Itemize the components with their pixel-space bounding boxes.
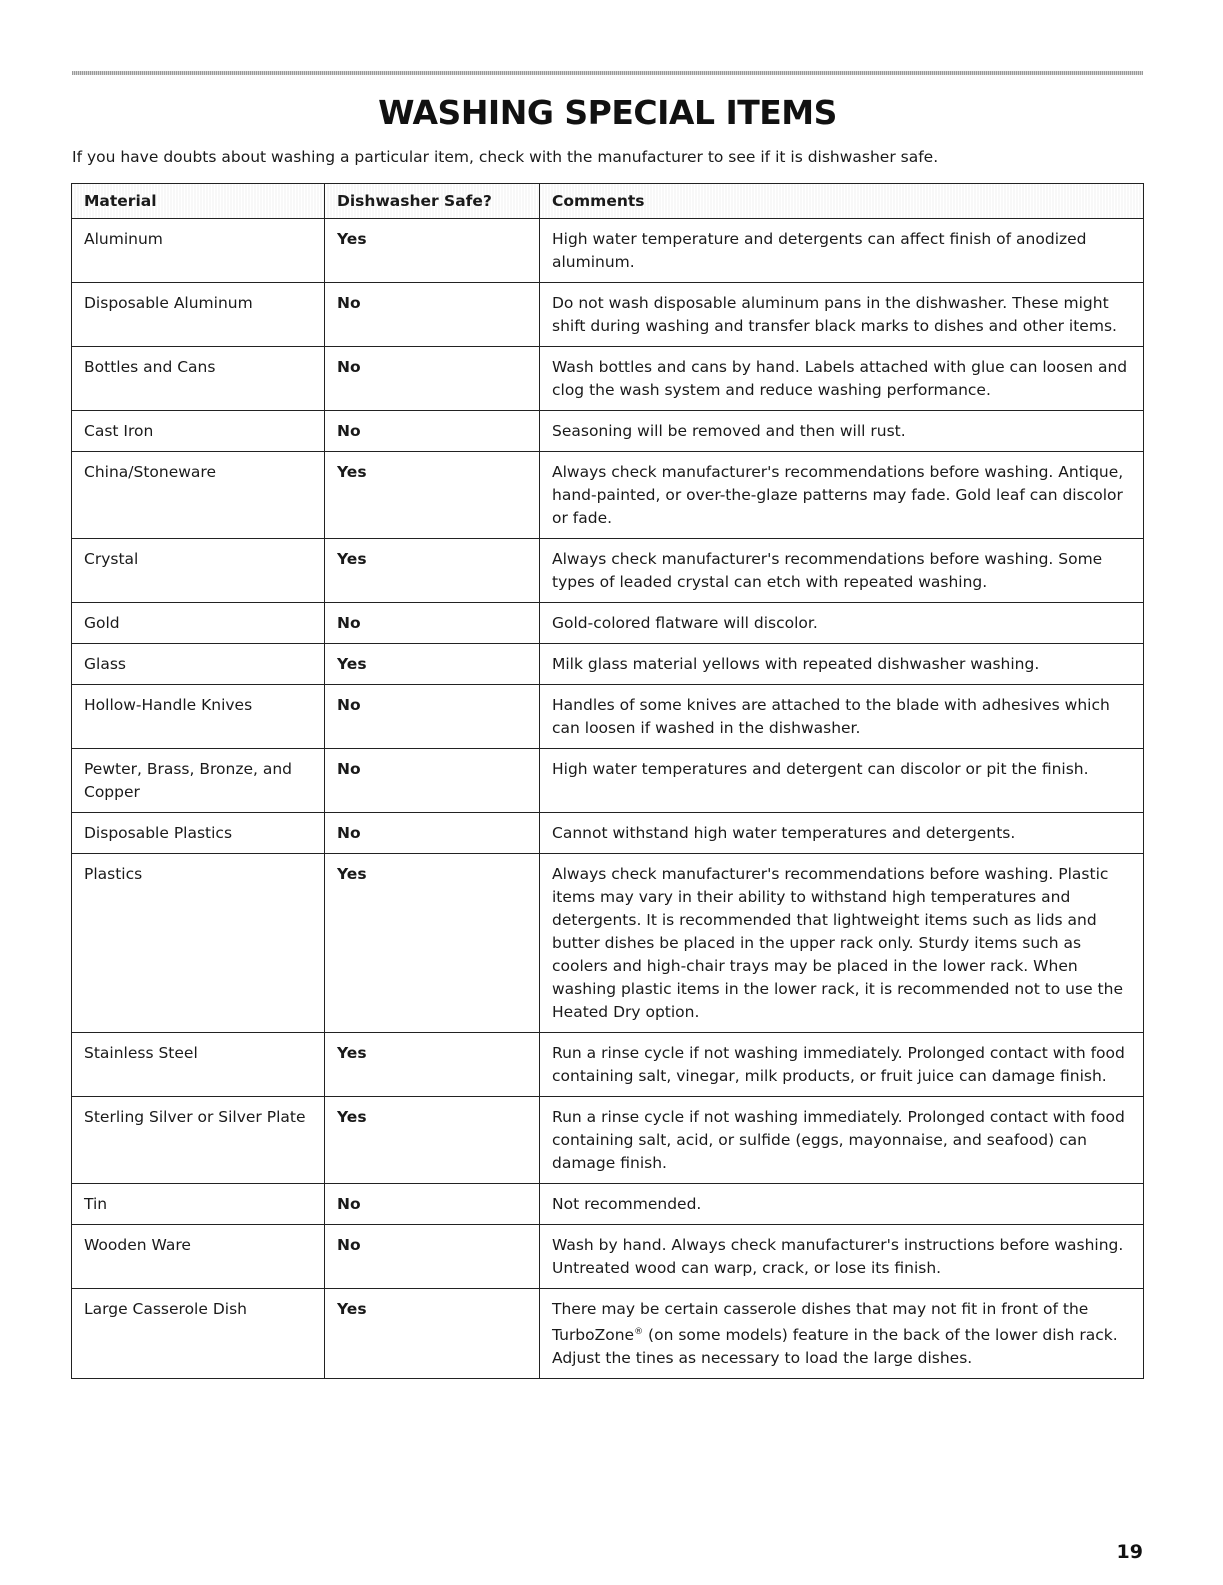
registered-mark: ® bbox=[634, 1327, 644, 1337]
comments-cell: Wash by hand. Always check manufacturer's instructions before washing. Untreated wood can warp, crack, or lose its finish. bbox=[540, 1225, 1144, 1289]
material-cell: China/Stoneware bbox=[72, 452, 325, 539]
table-row bbox=[72, 813, 1144, 854]
safe-cell: Yes bbox=[325, 539, 540, 603]
material-cell: Gold bbox=[72, 603, 325, 644]
table-row bbox=[72, 411, 1144, 452]
safe-cell: No bbox=[325, 1184, 540, 1225]
comments-cell: Run a rinse cycle if not washing immediately. Prolonged contact with food containing salt, vinegar, milk products, or fruit juice can damage finish. bbox=[540, 1033, 1144, 1097]
table-row bbox=[72, 1289, 1144, 1379]
header-comments: Comments bbox=[540, 184, 1144, 219]
material-cell: Sterling Silver or Silver Plate bbox=[72, 1097, 325, 1184]
material-cell: Pewter, Brass, Bronze, and Copper bbox=[72, 749, 325, 813]
table-row bbox=[72, 685, 1144, 749]
comments-cell: Cannot withstand high water temperatures and detergents. bbox=[540, 813, 1144, 854]
comments-text-after: (on some models) feature in the back of the lower dish rack. Adjust the tines as necessary to load the large dishes. bbox=[552, 1326, 1118, 1367]
comments-cell: Always check manufacturer's recommendations before washing. Antique, hand-painted, or over-the-glaze patterns may fade. Gold leaf can discolor or fade. bbox=[540, 452, 1144, 539]
safe-cell: Yes bbox=[325, 452, 540, 539]
safe-cell: No bbox=[325, 283, 540, 347]
table-row bbox=[72, 749, 1144, 813]
special-items-table bbox=[71, 183, 1144, 1379]
comments-cell: High water temperatures and detergent can discolor or pit the finish. bbox=[540, 749, 1144, 813]
comments-cell: Run a rinse cycle if not washing immediately. Prolonged contact with food containing salt, acid, or sulfide (eggs, mayonnaise, and seafood) can damage finish. bbox=[540, 1097, 1144, 1184]
safe-cell: Yes bbox=[325, 644, 540, 685]
table-row bbox=[72, 452, 1144, 539]
comments-cell: Gold-colored flatware will discolor. bbox=[540, 603, 1144, 644]
material-cell: Hollow-Handle Knives bbox=[72, 685, 325, 749]
material-cell: Stainless Steel bbox=[72, 1033, 325, 1097]
comments-cell: Seasoning will be removed and then will rust. bbox=[540, 411, 1144, 452]
header-material: Material bbox=[72, 184, 325, 219]
table-row bbox=[72, 283, 1144, 347]
table-row bbox=[72, 1225, 1144, 1289]
comments-cell: Not recommended. bbox=[540, 1184, 1144, 1225]
comments-text-before: There may be certain casserole dishes that may not fit in front of the TurboZone bbox=[552, 1300, 1089, 1344]
safe-cell: No bbox=[325, 603, 540, 644]
material-cell: Large Casserole Dish bbox=[72, 1289, 325, 1379]
header-rule bbox=[72, 71, 1143, 75]
safe-cell: No bbox=[325, 685, 540, 749]
material-cell: Plastics bbox=[72, 854, 325, 1033]
comments-cell: High water temperature and detergents can affect finish of anodized aluminum. bbox=[540, 219, 1144, 283]
table-row bbox=[72, 644, 1144, 685]
intro-text: If you have doubts about washing a particular item, check with the manufacturer to see if it is dishwasher safe. bbox=[72, 148, 939, 166]
header-dishwasher-safe: Dishwasher Safe? bbox=[325, 184, 540, 219]
table-row bbox=[72, 1097, 1144, 1184]
comments-cell bbox=[540, 1289, 1144, 1379]
material-cell: Glass bbox=[72, 644, 325, 685]
material-cell: Disposable Plastics bbox=[72, 813, 325, 854]
table-row bbox=[72, 539, 1144, 603]
comments-cell: Always check manufacturer's recommendations before washing. Some types of leaded crystal can etch with repeated washing. bbox=[540, 539, 1144, 603]
comments-cell: Milk glass material yellows with repeated dishwasher washing. bbox=[540, 644, 1144, 685]
comments-cell: Handles of some knives are attached to the blade with adhesives which can loosen if washed in the dishwasher. bbox=[540, 685, 1144, 749]
table-row bbox=[72, 219, 1144, 283]
material-cell: Crystal bbox=[72, 539, 325, 603]
material-cell: Disposable Aluminum bbox=[72, 283, 325, 347]
material-cell: Aluminum bbox=[72, 219, 325, 283]
table-header-row bbox=[72, 184, 1144, 219]
safe-cell: Yes bbox=[325, 1289, 540, 1379]
comments-cell: Do not wash disposable aluminum pans in the dishwasher. These might shift during washing and transfer black marks to dishes and other items. bbox=[540, 283, 1144, 347]
safe-cell: Yes bbox=[325, 854, 540, 1033]
safe-cell: No bbox=[325, 749, 540, 813]
safe-cell: No bbox=[325, 813, 540, 854]
comments-cell: Always check manufacturer's recommendations before washing. Plastic items may vary in their ability to withstand high temperatures and detergents. It is recommended that lightweight items such as lids and butter dishes be placed in the upper rack only. Sturdy items such as coolers and high-chair trays may be placed in the lower rack. When washing plastic items in the lower rack, it is recommended not to use the Heated Dry option. bbox=[540, 854, 1144, 1033]
table-row bbox=[72, 854, 1144, 1033]
safe-cell: No bbox=[325, 347, 540, 411]
material-cell: Tin bbox=[72, 1184, 325, 1225]
page-title: WASHING SPECIAL ITEMS bbox=[378, 93, 837, 132]
table-row bbox=[72, 1033, 1144, 1097]
material-cell: Cast Iron bbox=[72, 411, 325, 452]
safe-cell: Yes bbox=[325, 1097, 540, 1184]
material-cell: Wooden Ware bbox=[72, 1225, 325, 1289]
table-row bbox=[72, 1184, 1144, 1225]
safe-cell: No bbox=[325, 411, 540, 452]
safe-cell: No bbox=[325, 1225, 540, 1289]
comments-cell: Wash bottles and cans by hand. Labels attached with glue can loosen and clog the wash system and reduce washing performance. bbox=[540, 347, 1144, 411]
safe-cell: Yes bbox=[325, 219, 540, 283]
table-row bbox=[72, 603, 1144, 644]
table-row bbox=[72, 347, 1144, 411]
safe-cell: Yes bbox=[325, 1033, 540, 1097]
material-cell: Bottles and Cans bbox=[72, 347, 325, 411]
page-number: 19 bbox=[1116, 1541, 1143, 1563]
